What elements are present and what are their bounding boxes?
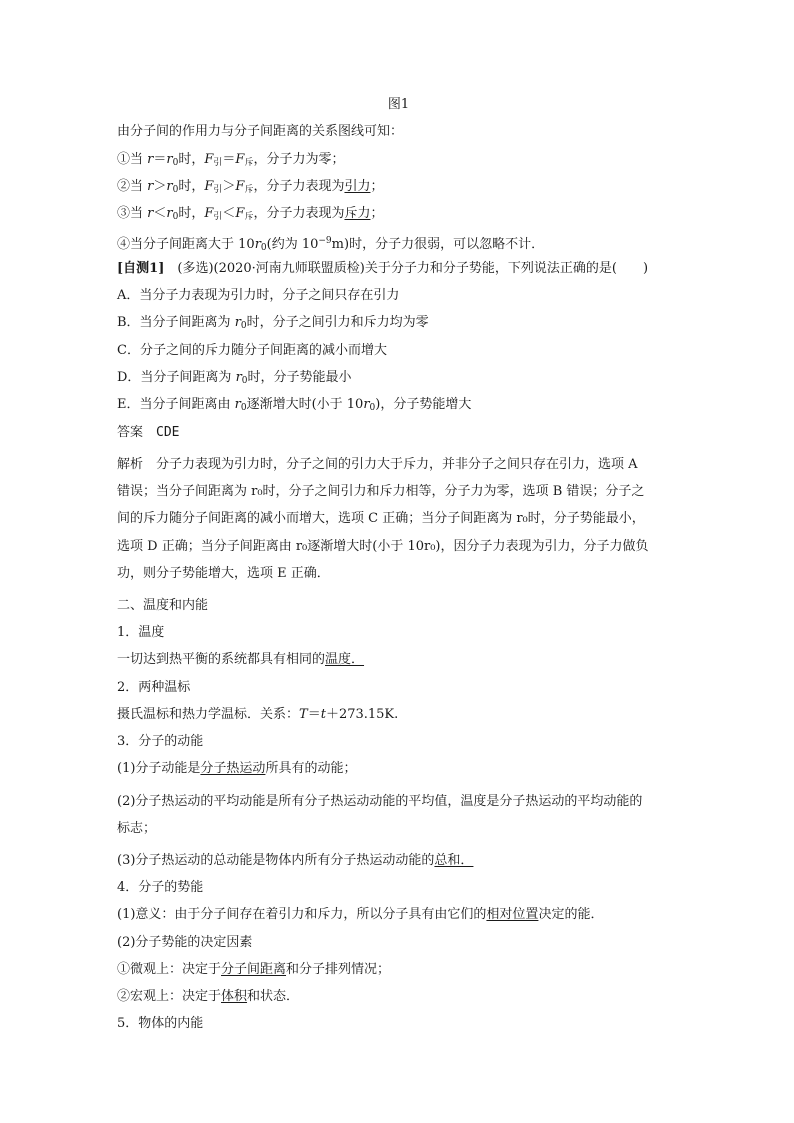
intro-text: 由分子间的作用力与分子间距离的关系图线可知： [117,124,404,140]
temperature-text: 一切达到热平衡的系统都具有相同的温度． [117,652,365,668]
option-b: B．当分子间距离为 r0时，分子之间引力和斥力均为零 [117,315,429,332]
figure-caption: 图1 [387,97,410,112]
answer-value: CDE [156,424,180,440]
kinetic-2: (2)分子热运动的平均动能是所有分子热运动动能的平均值，温度是分子热运动的平均动能的 标志； [117,793,643,837]
subsection-title: 5．物体的内能 [117,1016,204,1032]
case-line-4: ④当分子间距离大于 10r0(约为 $10^{-9}m$)时，分子力很弱，可以忽略不计． [117,236,545,254]
subsection-title: 4．分子的势能 [117,879,204,895]
case-line-2: ②当 r＞r0时，F引＞F斥，分子力表现为引力； [117,178,384,195]
subsection-title: 2．两种温标 [117,679,191,695]
analysis-line: 错误；当分子间距离为 r₀时，分子之间引力和斥力相等，分子力为零，选项 B 错误；分子之 [117,484,645,500]
self-test-tag: [自测1] [117,260,165,276]
answer-label: 答案 [117,424,144,440]
analysis-line: 选项 D 正确；当分子间距离由 r₀逐渐增大时(小于 10r₀)，因分子力表现为引力，分子力做负 [117,538,649,554]
option-a: A．当分子力表现为引力时，分子之间只存在引力 [117,288,400,304]
option-c: C．分子之间的斥力随分子间距离的减小而增大 [117,342,387,358]
kinetic-3: (3)分子热运动的总动能是物体内所有分子热运动动能的总和． [117,852,474,868]
subsection-title: 1．温度 [117,624,165,640]
section-heading: 二、温度和内能 [117,597,209,613]
case-line-1: ①当 r＝r0时，F引＝F斥，分子力为零； [117,151,345,168]
option-d: D．当分子间距离为 r0时，分子势能最小 [117,369,352,386]
temperature-scales-text: 摄氏温标和热力学温标．关系：T＝t＋273.15K. [117,706,399,722]
analysis-line: 功，则分子势能增大，选项 E 正确． [117,566,330,582]
answer-line [117,424,680,442]
option-e: E．当分子间距离由 r0逐渐增大时(小于 10r0)，分子势能增大 [117,397,472,414]
analysis-paragraph [117,451,680,587]
self-test-stem: [自测1] (多选)(2020·河南九师联盟质检)关于分子力和分子势能，下列说法正确的是( ) [117,260,649,276]
analysis-line: 解析 分子力表现为引力时，分子之间的引力大于斥力，并非分子之间只存在引力，选项 A [117,456,638,472]
kinetic-1: (1)分子动能是分子热运动所具有的动能； [117,761,357,777]
subsection-title: 3．分子的动能 [117,734,204,750]
analysis-line: 间的斥力随分子间距离的减小而增大，选项 C 正确；当分子间距离为 r₀时，分子势能最小， [117,511,645,527]
potential-2: (2)分子势能的决定因素 [117,934,253,950]
potential-1: (1)意义：由于分子间存在着引力和斥力，所以分子具有由它们的相对位置决定的能． [117,907,604,923]
potential-macro: ②宏观上：决定于体积和状态． [117,989,300,1005]
document-page [117,96,680,1043]
potential-micro: ①微观上：决定于分子间距离和分子排列情况； [117,961,391,977]
case-line-3: ③当 r＜r0时，F引＜F斥，分子力表现为斥力； [117,206,384,223]
